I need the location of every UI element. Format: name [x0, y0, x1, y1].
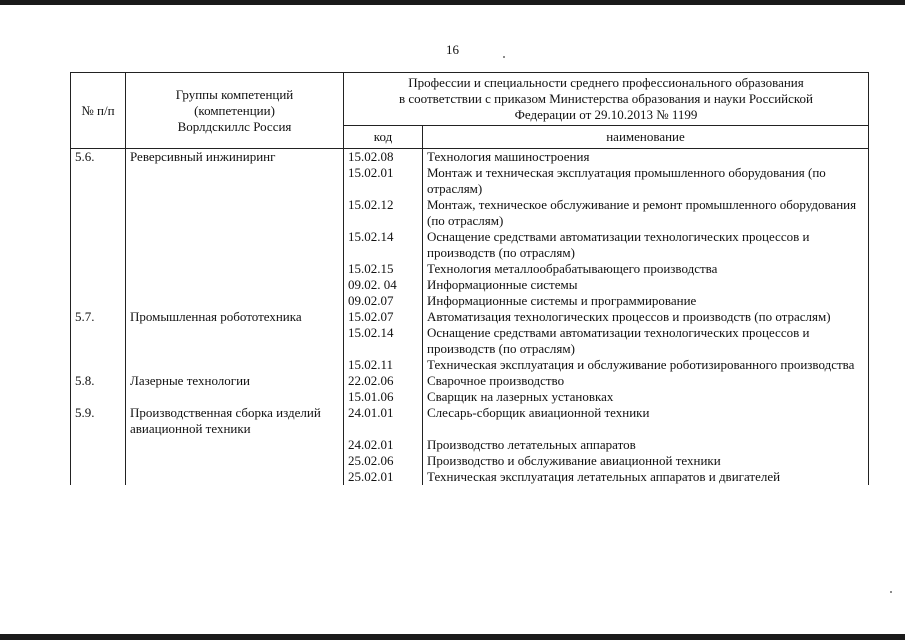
profession-name: Технология машиностроения — [423, 149, 869, 166]
page-number: 16 — [446, 42, 459, 57]
row-number — [71, 325, 126, 357]
row-number — [71, 389, 126, 405]
profession-name: Оснащение средствами автоматизации технологических процессов и производств (по отраслям) — [423, 229, 869, 261]
competency-group — [126, 165, 344, 197]
row-number — [71, 469, 126, 485]
row-number — [71, 453, 126, 469]
competency-group — [126, 277, 344, 293]
scan-bottom-edge — [0, 634, 905, 640]
table-row — [71, 357, 869, 373]
profession-code: 15.02.08 — [344, 149, 423, 166]
profession-code: 09.02.07 — [344, 293, 423, 309]
profession-code: 22.02.06 — [344, 373, 423, 389]
profession-name: Сварочное производство — [423, 373, 869, 389]
profession-name: Техническая эксплуатация летательных аппаратов и двигателей — [423, 469, 869, 485]
profession-code: 24.01.01 — [344, 405, 423, 437]
table-row — [71, 293, 869, 309]
profession-name: Монтаж и техническая эксплуатация промышленного оборудования (по отраслям) — [423, 165, 869, 197]
profession-code: 25.02.01 — [344, 469, 423, 485]
table-row — [71, 229, 869, 261]
row-number: 5.8. — [71, 373, 126, 389]
table-row — [71, 405, 869, 437]
table-row — [71, 197, 869, 229]
table-row — [71, 309, 869, 325]
competency-group — [126, 437, 344, 453]
competency-group — [126, 453, 344, 469]
row-number — [71, 277, 126, 293]
row-number — [71, 261, 126, 277]
profession-code: 15.02.15 — [344, 261, 423, 277]
row-number — [71, 293, 126, 309]
profession-name: Технология металлообрабатывающего производства — [423, 261, 869, 277]
row-number — [71, 357, 126, 373]
competency-group — [126, 293, 344, 309]
table-row — [71, 149, 869, 166]
row-number — [71, 437, 126, 453]
profession-name: Производство летательных аппаратов — [423, 437, 869, 453]
row-number: 5.7. — [71, 309, 126, 325]
profession-name: Техническая эксплуатация и обслуживание роботизированного производства — [423, 357, 869, 373]
profession-code: 09.02. 04 — [344, 277, 423, 293]
profession-code: 15.02.12 — [344, 197, 423, 229]
competency-group — [126, 229, 344, 261]
row-number — [71, 197, 126, 229]
row-number: 5.9. — [71, 405, 126, 437]
competency-group — [126, 469, 344, 485]
row-number: 5.6. — [71, 149, 126, 166]
table-row — [71, 277, 869, 293]
profession-code: 15.02.11 — [344, 357, 423, 373]
table-row — [71, 469, 869, 485]
competency-group — [126, 197, 344, 229]
competency-group: Лазерные технологии — [126, 373, 344, 389]
competency-group — [126, 261, 344, 277]
table-row — [71, 373, 869, 389]
table-row — [71, 389, 869, 405]
header-professions: Профессии и специальности среднего профессионального образования в соответствии с приказом Министерства образования и науки Российской Федерации от 29.10.2013 № 1199 — [344, 73, 869, 126]
header-number: № п/п — [71, 73, 126, 149]
competencies-table — [70, 72, 869, 485]
profession-name: Сварщик на лазерных установках — [423, 389, 869, 405]
table-row — [71, 437, 869, 453]
table-row — [71, 325, 869, 357]
header-code: код — [344, 126, 423, 149]
profession-code: 15.02.01 — [344, 165, 423, 197]
scan-speck — [890, 591, 892, 593]
competency-group — [126, 357, 344, 373]
profession-name: Информационные системы и программирование — [423, 293, 869, 309]
scan-speck — [503, 56, 505, 58]
profession-name: Автоматизация технологических процессов и производств (по отраслям) — [423, 309, 869, 325]
competency-group: Промышленная робототехника — [126, 309, 344, 325]
competency-group: Производственная сборка изделий авиационной техники — [126, 405, 344, 437]
competency-group — [126, 389, 344, 405]
profession-name: Производство и обслуживание авиационной техники — [423, 453, 869, 469]
row-number — [71, 165, 126, 197]
row-number — [71, 229, 126, 261]
table-body — [71, 149, 869, 486]
table-row — [71, 165, 869, 197]
profession-name: Информационные системы — [423, 277, 869, 293]
profession-code: 15.02.14 — [344, 325, 423, 357]
profession-code: 15.01.06 — [344, 389, 423, 405]
competency-group — [126, 325, 344, 357]
table-row — [71, 261, 869, 277]
profession-code: 25.02.06 — [344, 453, 423, 469]
scan-top-edge — [0, 0, 905, 5]
header-competency-groups: Группы компетенций (компетенции) Ворлдскиллс Россия — [126, 73, 344, 149]
profession-name: Оснащение средствами автоматизации технологических процессов и производств (по отраслям) — [423, 325, 869, 357]
profession-code: 15.02.14 — [344, 229, 423, 261]
profession-code: 15.02.07 — [344, 309, 423, 325]
profession-code: 24.02.01 — [344, 437, 423, 453]
competency-group: Реверсивный инжиниринг — [126, 149, 344, 166]
table-row — [71, 453, 869, 469]
profession-name: Слесарь-сборщик авиационной техники — [423, 405, 869, 437]
header-name: наименование — [423, 126, 869, 149]
profession-name: Монтаж, техническое обслуживание и ремонт промышленного оборудования (по отраслям) — [423, 197, 869, 229]
